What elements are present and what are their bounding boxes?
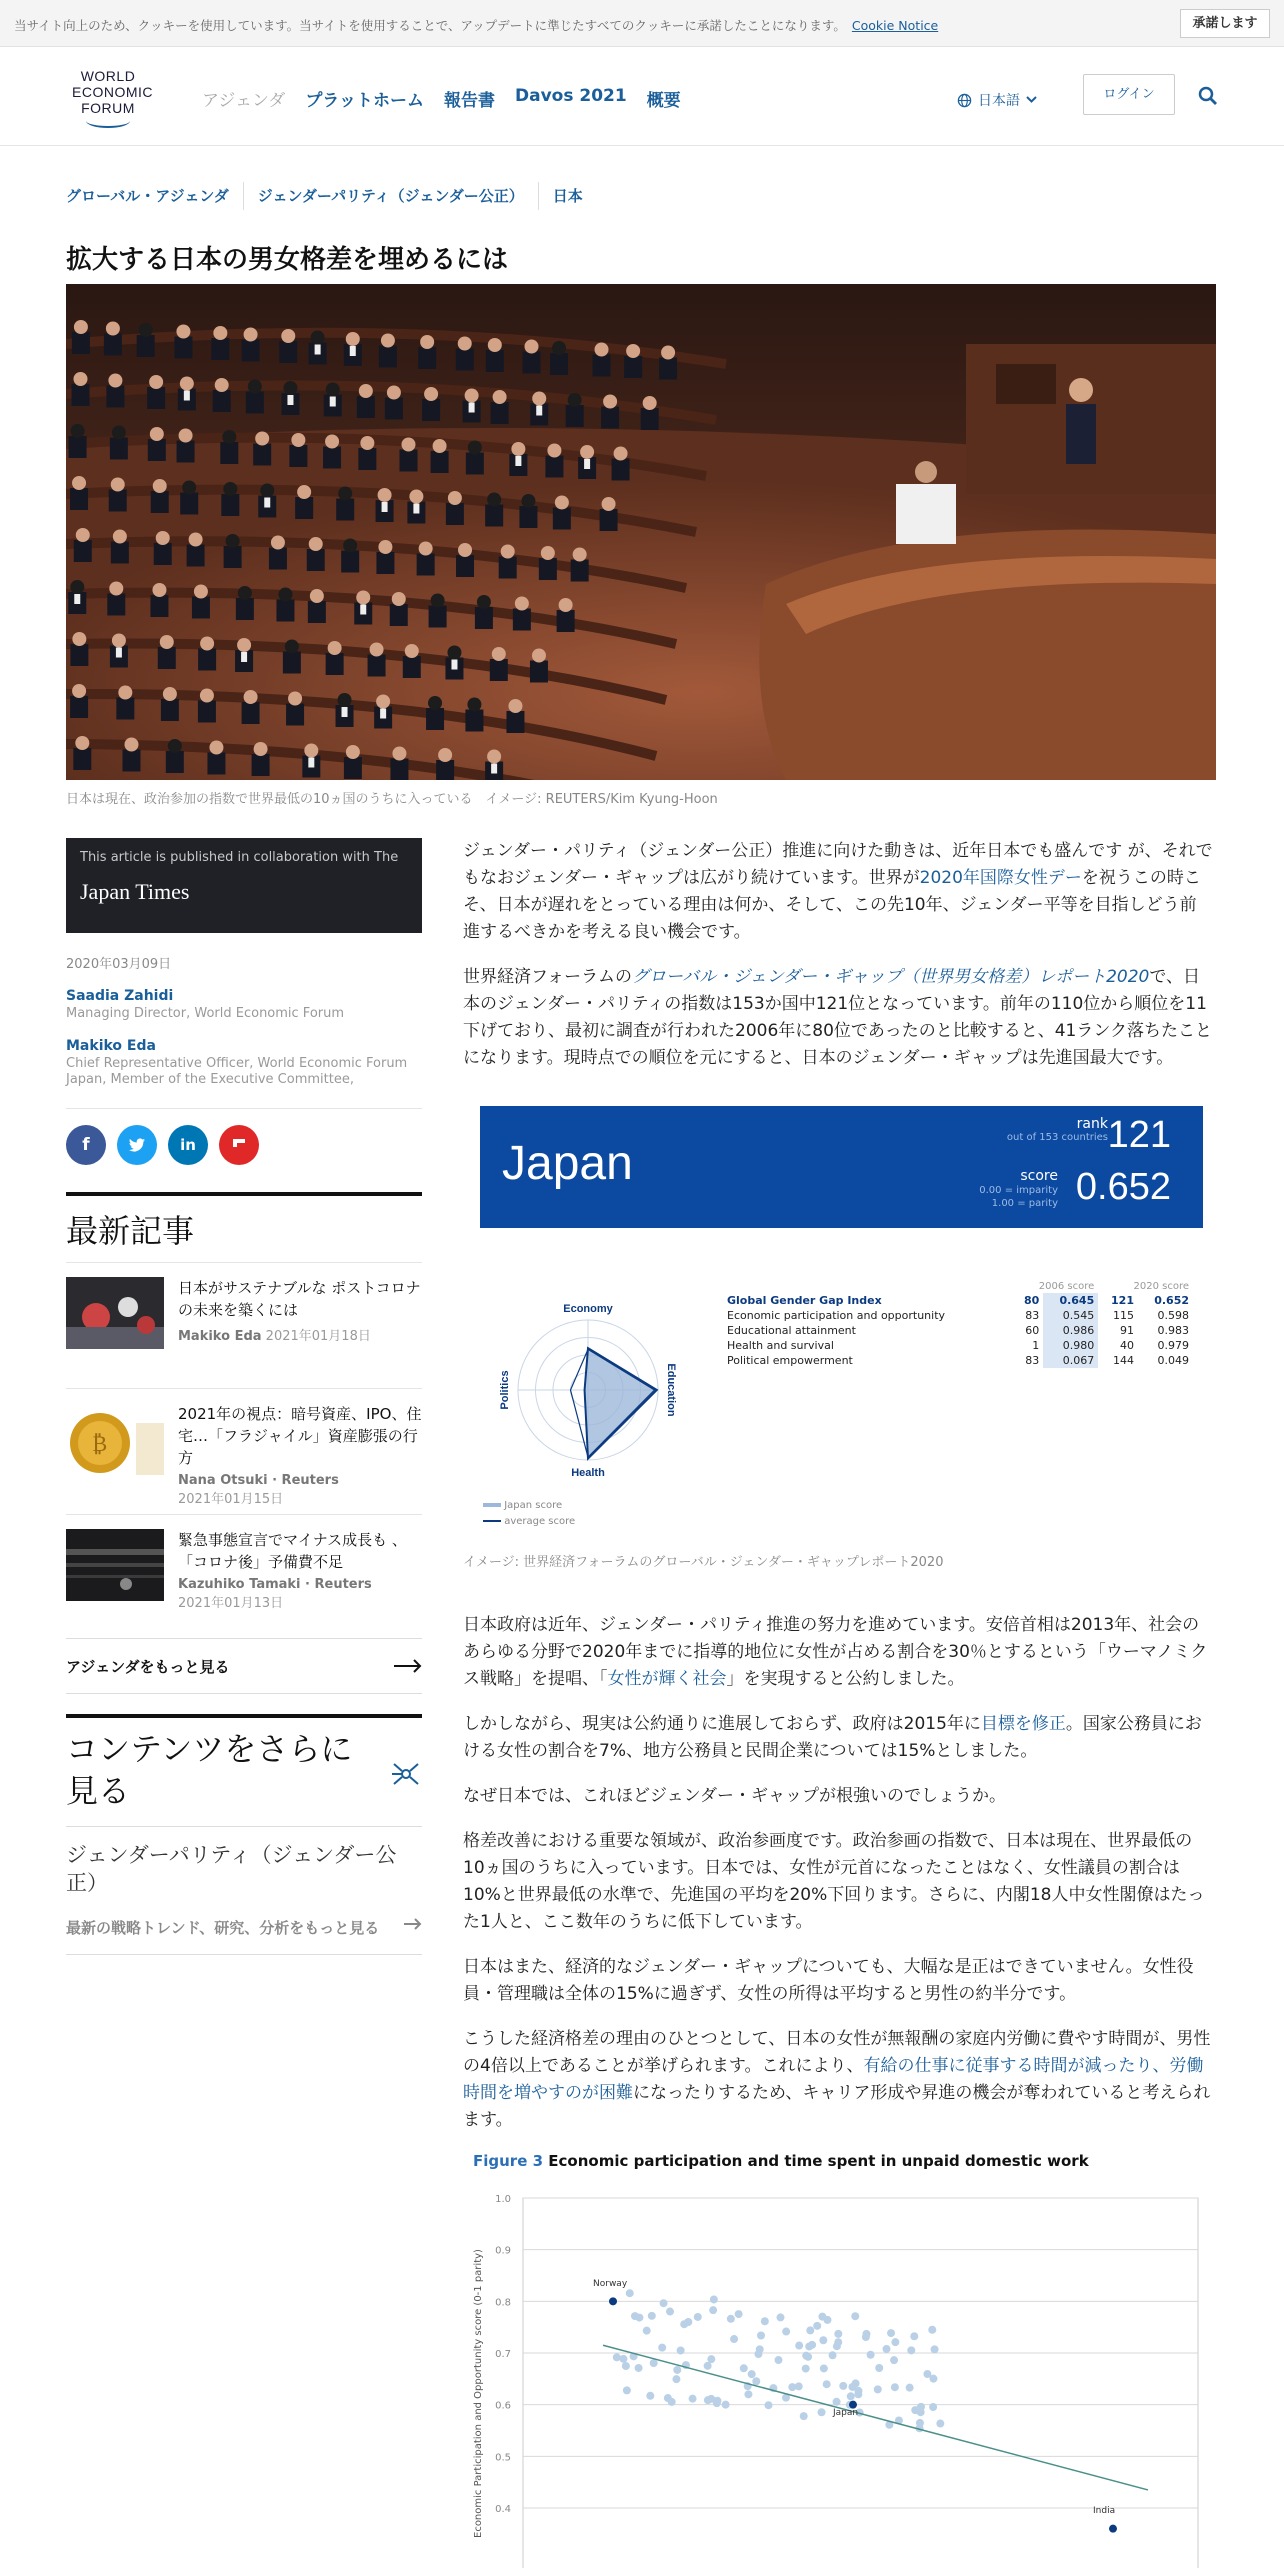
data-point (808, 2341, 816, 2349)
data-point (806, 2326, 814, 2334)
author-name[interactable]: Makiko Eda (66, 1038, 156, 1054)
gender-gap-card (463, 1090, 1193, 1543)
discover-more (66, 1714, 422, 1955)
paragraph: こうした経済格差の理由のひとつとして、日本の女性が無報酬の家庭内労働に費やす時間が、男性の4倍以上であることが挙げられます。これにより、有給の仕事に従事する時間が減ったり、労働時間を増やすのが困難になったりするため、キャリア形成や昇進の機会が奪われていると考えられます。 (463, 2029, 1211, 2130)
data-point (839, 2382, 847, 2390)
data-point (851, 2312, 859, 2320)
data-point (931, 2345, 939, 2353)
data-point (833, 2398, 841, 2406)
data-point (744, 2390, 752, 2398)
data-point (727, 2315, 735, 2323)
cell-value: 0.545 (1043, 1308, 1098, 1323)
list-item[interactable] (66, 1388, 422, 1507)
main-nav (202, 86, 701, 111)
paragraph: 日本政府は近年、ジェンダー・パリティ推進の努力を進めています。安倍首相は2013年、社会のあらゆる分野で2020年までに指導的地位に女性が占める割合を30％とするという「ウーマノミクス戦略」を提唱、「女性が輝く社会」を実現すると公約しました。 (463, 1615, 1208, 1689)
paragraph: しかしながら、現実は公約通りに進展しておらず、政府は2015年に目標を修正。国家公務員における女性の割合を7%、地方公務員と民間企業については15%としました。 (463, 1714, 1202, 1761)
y-axis-label: Economic Participation and Opportunity score (0-1 parity) (473, 2249, 484, 2538)
paragraph: ジェンダー・パリティ（ジェンダー公正）推進に向けた動きは、近年日本でも盛んです が、それでもなおジェンダー・ギャップは広がり続けています。世界が2020年国際女性デーを祝うこの時こそ、日本が遅れをとっている理由は何か、そして、この先10年、ジェンダー平等を目指しどう前進するべきかを考える良い機会です。 (463, 841, 1213, 942)
author-name[interactable]: Saadia Zahidi (66, 988, 174, 1004)
data-point (916, 2419, 924, 2427)
data-point (710, 2295, 718, 2303)
data-point (704, 2396, 712, 2404)
hero-caption: 日本は現在、政治参加の指数で世界最低の10ヵ国のうちに入っている イメージ: REUTERS/Kim Kyung-Hoon (66, 792, 718, 807)
col-head-2006: 2006 score (1038, 1281, 1095, 1292)
cell-value: 121 (1111, 1294, 1134, 1307)
topic-name[interactable]: ジェンダーパリティ（ジェンダー公正） (66, 1826, 422, 1897)
data-point (730, 2335, 738, 2343)
data-point (910, 2332, 918, 2340)
author-role: Managing Director, World Economic Forum (66, 1006, 345, 1021)
article-title: 拡大する日本の男女格差を埋めるには (66, 245, 509, 275)
language-label: 日本語 (978, 93, 1020, 109)
paid-work-link[interactable]: 有給の仕事に従事する時間が減ったり、労働時間を増やすのが困難 (463, 2056, 1204, 2103)
data-point (936, 2420, 944, 2428)
data-point (765, 2401, 773, 2409)
cell-value: 40 (1120, 1339, 1134, 1352)
cell-value: 91 (1120, 1324, 1134, 1337)
article-meta: Kazuhiko Tamaki · Reuters 2021年01月13日 (178, 1577, 372, 1611)
nav-about[interactable]: 概要 (646, 91, 681, 111)
logo-arc (86, 114, 130, 128)
article-thumbnail (66, 1529, 164, 1601)
diet-chamber-illustration (66, 284, 1216, 780)
data-point (713, 2399, 721, 2407)
data-point (774, 2356, 782, 2364)
logo-line-3: FORUM (81, 100, 135, 116)
radar-axis-label: Health (571, 1467, 605, 1479)
cell-value: 0.598 (1157, 1309, 1189, 1322)
col-head-2020: 2020 score (1133, 1281, 1189, 1292)
logo-line-2: ECONOMIC (72, 84, 153, 100)
radar-axis-label: Education (665, 1363, 677, 1417)
data-point (635, 2314, 643, 2322)
hero-image (66, 284, 1216, 780)
data-point (648, 2312, 656, 2320)
cell-value: 1 (1032, 1339, 1040, 1352)
rank-label: rank out of 153 countries (1006, 1116, 1108, 1143)
more-agenda-label: アジェンダをもっと見る (66, 1657, 230, 1676)
data-point (689, 2395, 697, 2403)
list-item[interactable] (66, 1262, 422, 1378)
data-point (666, 2308, 674, 2316)
data-point (891, 2338, 899, 2346)
data-point (907, 2346, 915, 2354)
article-title: 日本がサステナブルな ポストコロナの未来を築くには (178, 1279, 421, 1319)
data-point (854, 2387, 862, 2395)
data-point (882, 2345, 890, 2353)
gender-gap-report-link[interactable]: グローバル・ジェンダー・ギャップ（世界男女格差）レポート2020 (631, 967, 1150, 987)
data-point (748, 2370, 756, 2378)
radar-axis-label: Economy (563, 1303, 613, 1315)
data-point (635, 2364, 643, 2372)
score-label: score 0.00 = imparity 1.00 = parity (979, 1168, 1058, 1209)
country-band (480, 1106, 1203, 1228)
cell-value: 0.067 (1043, 1353, 1098, 1368)
arrow-right-icon (394, 1659, 422, 1673)
data-point (704, 2362, 712, 2370)
score-value: 0.652 (1075, 1166, 1171, 1208)
data-point (820, 2364, 828, 2372)
logo-line-1: WORLD (80, 68, 136, 84)
data-point (776, 2313, 784, 2321)
data-point (622, 2362, 630, 2370)
login-button[interactable]: ログイン (1083, 74, 1175, 115)
paragraph: 格差改善における重要な領域が、政治参画度です。政治参画の指数で、日本は現在、世界最低の10ヵ国のうちに入っています。日本では、女性が元首になったことはなく、女性議員の割合は10%と世界最低の水準で、先進国の平均を20%下回ります。さらに、内閣18人中女性閣僚はたった1人と、ここ数年のうちに低下しています。 (463, 1831, 1205, 1932)
paragraph: 日本はまた、経済的なジェンダー・ギャップについても、大幅な是正はできていません。女性役員・管理職は全体の15%に過ぎず、女性の所得は平均すると男性の約半分です。 (463, 1957, 1194, 2004)
data-point (646, 2392, 654, 2400)
partner-name: Japan Times (80, 879, 190, 904)
radar-chart (473, 1270, 703, 1530)
globe-icon (957, 93, 972, 108)
gender-gap-table (723, 1280, 1193, 1368)
data-point (800, 2412, 808, 2420)
data-point (668, 2398, 676, 2406)
cell-value: 0.986 (1043, 1323, 1098, 1338)
data-point (928, 2326, 936, 2334)
discover-title: コンテンツをさらに見る (66, 1731, 353, 1809)
y-tick-label: 0.9 (495, 2245, 511, 2257)
data-point (672, 2375, 680, 2383)
partner-note: This article is published in collaboration with The (80, 850, 399, 865)
breadcrumb-gender-parity[interactable]: ジェンダーパリティ（ジェンダー公正） (243, 182, 538, 210)
breadcrumb-japan[interactable]: 日本 (538, 182, 597, 210)
topic-network-icon (390, 1758, 422, 1790)
point-annotation: Norway (593, 2278, 628, 2289)
scatter-plot (463, 2178, 1213, 2568)
data-point (917, 2403, 925, 2411)
data-point (754, 2350, 762, 2358)
y-tick-label: 0.6 (495, 2400, 511, 2412)
data-point (929, 2375, 937, 2383)
data-point (757, 2332, 765, 2340)
row-label: Global Gender Gap Index (727, 1294, 882, 1307)
data-point (761, 2317, 769, 2325)
article-meta: Makiko Eda 2021年01月18日 (178, 1329, 371, 1344)
data-point (673, 2366, 681, 2374)
data-point (677, 2346, 685, 2354)
womens-shine-link[interactable]: 女性が輝く社会 (607, 1669, 727, 1689)
cell-value: 0.645 (1043, 1293, 1098, 1308)
table-row (723, 1323, 1193, 1338)
radar-legend: Japan score average score (483, 1498, 575, 1530)
topic-more-link[interactable] (66, 1917, 422, 1955)
data-point (819, 2336, 827, 2344)
data-point (680, 2320, 688, 2328)
data-point (823, 2380, 831, 2388)
publish-date: 2020年03月09日 (66, 957, 172, 972)
sidebar (66, 838, 422, 1955)
more-agenda-link[interactable] (66, 1638, 422, 1694)
cell-value: 83 (1025, 1354, 1040, 1367)
author-block (66, 1038, 422, 1088)
target-revision-link[interactable]: 目標を修正 (980, 1714, 1066, 1734)
breadcrumb (66, 182, 597, 210)
data-point (795, 2342, 803, 2350)
data-point (782, 2328, 790, 2336)
y-tick-label: 1.0 (495, 2194, 511, 2205)
article-title: 2021年の視点：暗号資産、IPO、住宅…「フラジャイル」資産膨張の行方 (178, 1405, 422, 1467)
article-title: 緊急事態宣言でマイナス成長も 、「コロナ後」予備費不足 (178, 1531, 407, 1571)
point-annotation: Japan (833, 2408, 859, 2418)
article-thumbnail (66, 1403, 164, 1475)
data-point (833, 2342, 841, 2350)
data-point (862, 2330, 870, 2338)
data-point (802, 2352, 810, 2360)
data-point (709, 2306, 717, 2314)
data-point (619, 2355, 627, 2363)
accept-cookies-button[interactable]: 承諾します (1180, 9, 1270, 38)
row-label: Political empowerment (727, 1354, 853, 1367)
data-point (626, 2289, 634, 2297)
topic-more-label: 最新の戦略トレンド、研究、分析をもっと見る (66, 1919, 380, 1937)
rank-value: 121 (1107, 1114, 1171, 1156)
y-tick-label: 0.4 (495, 2504, 511, 2515)
data-point (643, 2327, 651, 2335)
chevron-down-icon (1026, 96, 1037, 104)
row-label: Educational attainment (727, 1324, 856, 1337)
data-point (623, 2386, 631, 2394)
cell-value: 0.049 (1157, 1354, 1189, 1367)
cookie-notice-link[interactable]: Cookie Notice (851, 18, 939, 33)
table-row (723, 1353, 1193, 1368)
country-name: Japan (502, 1137, 633, 1190)
data-point (740, 2364, 748, 2372)
data-point (613, 2353, 621, 2361)
cell-value: 60 (1025, 1324, 1040, 1337)
row-label: Economic participation and opportunity (727, 1309, 946, 1322)
y-tick-label: 0.5 (495, 2452, 511, 2464)
data-point (929, 2403, 937, 2411)
data-point (722, 2401, 730, 2409)
data-point (650, 2359, 658, 2367)
cell-value: 0.652 (1154, 1294, 1189, 1307)
nav-davos[interactable]: Davos 2021 (514, 86, 627, 106)
paragraph: なぜ日本では、これほどジェンダー・ギャップが根強いのでしょうか。 (463, 1786, 1006, 1806)
linkedin-icon[interactable]: in (168, 1125, 208, 1165)
arrow-right-icon (404, 1917, 422, 1931)
search-icon[interactable] (1196, 84, 1220, 108)
data-point (818, 2313, 826, 2321)
site-header (0, 48, 1284, 146)
figure-title: Figure 3 Economic participation and time spent in unpaid domestic work (473, 2152, 1089, 2170)
article-body (463, 838, 1213, 2568)
data-point (887, 2329, 895, 2337)
facebook-icon[interactable]: f (66, 1125, 106, 1165)
data-point (802, 2365, 810, 2373)
author-role: Chief Representative Officer, World Economic Forum Japan, Member of the Executive Committee, (66, 1056, 408, 1087)
breadcrumb-global-agenda[interactable]: グローバル・アジェンダ (66, 187, 229, 205)
radar-axis-label: Politics (499, 1370, 511, 1410)
y-tick-label: 0.7 (495, 2349, 511, 2360)
highlighted-point (609, 2297, 617, 2305)
wef-logo[interactable] (72, 68, 153, 130)
twitter-icon[interactable] (117, 1125, 157, 1165)
cell-value: 0.980 (1043, 1338, 1098, 1353)
highlighted-point (1109, 2525, 1117, 2533)
latest-articles (66, 1192, 422, 1694)
row-label: Health and survival (727, 1339, 834, 1352)
list-item[interactable] (66, 1514, 422, 1630)
data-point (752, 2377, 760, 2385)
data-point (735, 2310, 743, 2318)
figure-3 (463, 2152, 1213, 2568)
image-caption: イメージ: 世界経済フォーラムのグローバル・ジェンダー・ギャップレポート2020 (463, 1555, 944, 1570)
partner-box[interactable] (66, 838, 422, 933)
article-thumbnail (66, 1277, 164, 1349)
data-point (906, 2384, 914, 2392)
y-tick-label: 0.8 (495, 2297, 511, 2309)
cell-value: 83 (1025, 1309, 1040, 1322)
cookie-banner (0, 0, 1284, 47)
data-point (834, 2330, 842, 2338)
cell-value: 144 (1113, 1354, 1134, 1367)
data-point (847, 2392, 855, 2400)
data-point (795, 2382, 803, 2390)
table-row (723, 1338, 1193, 1353)
language-selector[interactable] (957, 90, 1037, 110)
latest-title: 最新記事 (66, 1213, 195, 1249)
article-meta: Nana Otsuki · Reuters 2021年01月15日 (178, 1473, 339, 1507)
data-point (891, 2383, 899, 2391)
author-block (66, 988, 422, 1022)
table-row (723, 1293, 1193, 1308)
data-point (874, 2385, 882, 2393)
data-point (660, 2299, 668, 2307)
data-point (875, 2364, 883, 2372)
data-point (818, 2408, 826, 2416)
flipboard-icon[interactable] (219, 1125, 259, 1165)
nav-reports[interactable]: 報告書 (443, 91, 495, 111)
data-point (867, 2351, 875, 2359)
table-row (723, 1308, 1193, 1323)
data-point (829, 2351, 837, 2359)
cookie-text: 当サイト向上のため、クッキーを使用しています。当サイトを使用することで、アップデートに準じたすべてのクッキーに承諾したことになります。 Cookie Notice (14, 18, 939, 33)
nav-agenda[interactable]: アジェンダ (202, 91, 286, 111)
data-point (694, 2313, 702, 2321)
cell-value: 0.979 (1157, 1339, 1189, 1352)
data-point (890, 2356, 898, 2364)
cell-value: 80 (1023, 1294, 1040, 1307)
data-point (658, 2344, 666, 2352)
paragraph: 世界経済フォーラムのグローバル・ジェンダー・ギャップ（世界男女格差）レポート2020で、日本のジェンダー・パリティの指数は153か国中121位となっています。前年の110位から順位を11下げており、最初に調査が行われた2006年に80位であったのと比較すると、41ランク落ちたことになります。現時点での順位を元にすると、日本のジェンダー・ギャップは先進国最大です。 (463, 967, 1213, 1068)
svg-text:₿: ₿ (92, 1432, 108, 1457)
intl-womens-day-link[interactable]: 2020年国際女性デー (919, 868, 1082, 888)
nav-platforms[interactable]: プラットホーム (305, 91, 424, 111)
share-buttons (66, 1108, 422, 1168)
point-annotation: India (1093, 2506, 1116, 2517)
cell-value: 115 (1113, 1309, 1134, 1322)
japan-score-area (585, 1348, 657, 1458)
data-point (813, 2322, 821, 2330)
cell-value: 0.983 (1157, 1324, 1189, 1337)
